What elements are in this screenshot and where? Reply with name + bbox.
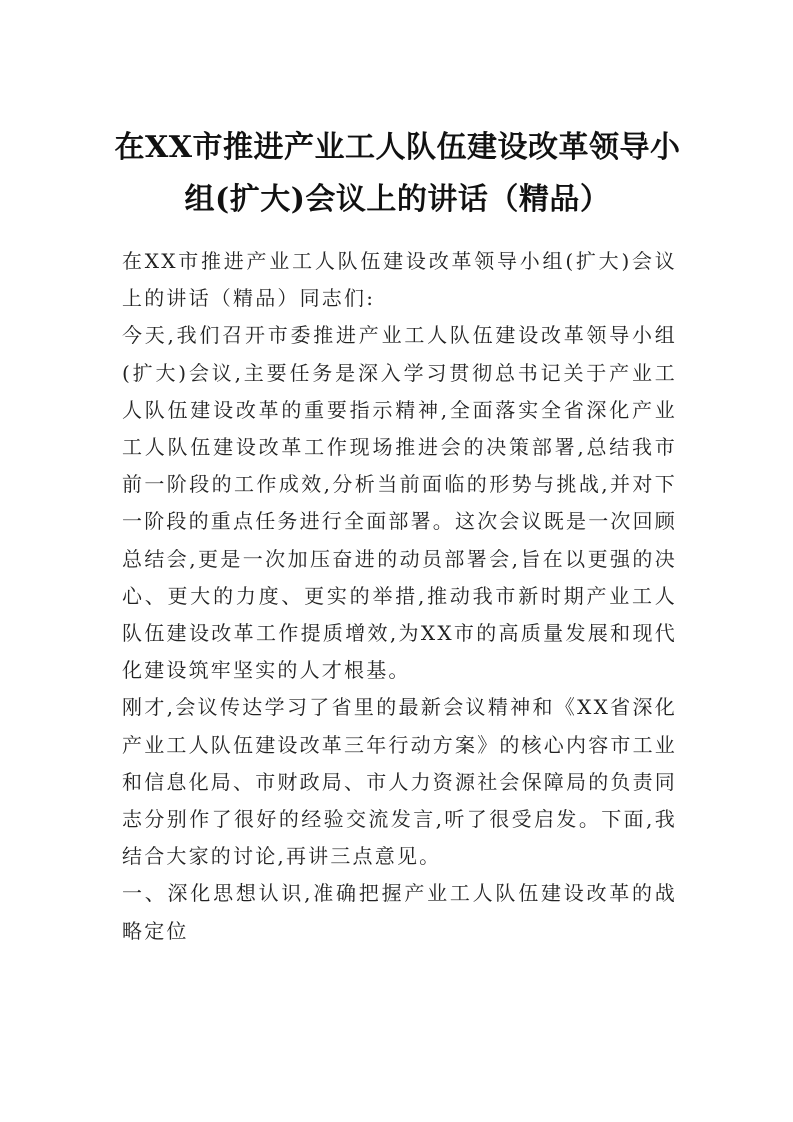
- paragraph-review: 刚才,会议传达学习了省里的最新会议精神和《XX省深化产业工人队伍建设改革三年行动方案》的核心内容市工业和信息化局、市财政局、市人力资源社会保障局的负责同志分别作了很好的经验交流发言,听了很受启发。下面,我结合大家的讨论,再讲三点意见。: [122, 695, 677, 869]
- section-heading-1: 一、深化思想认识,准确把握产业工人队伍建设改革的战略定位: [122, 881, 677, 943]
- document-title: 在XX市推进产业工人队伍建设改革领导小组(扩大)会议上的讲话（精品）: [114, 130, 681, 217]
- paragraph-heading-repeat: 在XX市推进产业工人队伍建设改革领导小组(扩大)会议上的讲话（精品）同志们:: [122, 249, 677, 311]
- document-body: [122, 243, 677, 950]
- paragraph-opening: 今天,我们召开市委推进产业工人队伍建设改革领导小组(扩大)会议,主要任务是深入学习贯彻总书记关于产业工人队伍建设改革的重要指示精神,全面落实全省深化产业工人队伍建设改革工作现场推进会的决策部署,总结我市前一阶段的工作成效,分析当前面临的形势与挑战,并对下一阶段的重点任务进行全面部署。这次会议既是一次回顾总结会,更是一次加压奋进的动员部署会,旨在以更强的决心、更大的力度、更实的举措,推动我市新时期产业工人队伍建设改革工作提质增效,为XX市的高质量发展和现代化建设筑牢坚实的人才根基。: [122, 323, 677, 683]
